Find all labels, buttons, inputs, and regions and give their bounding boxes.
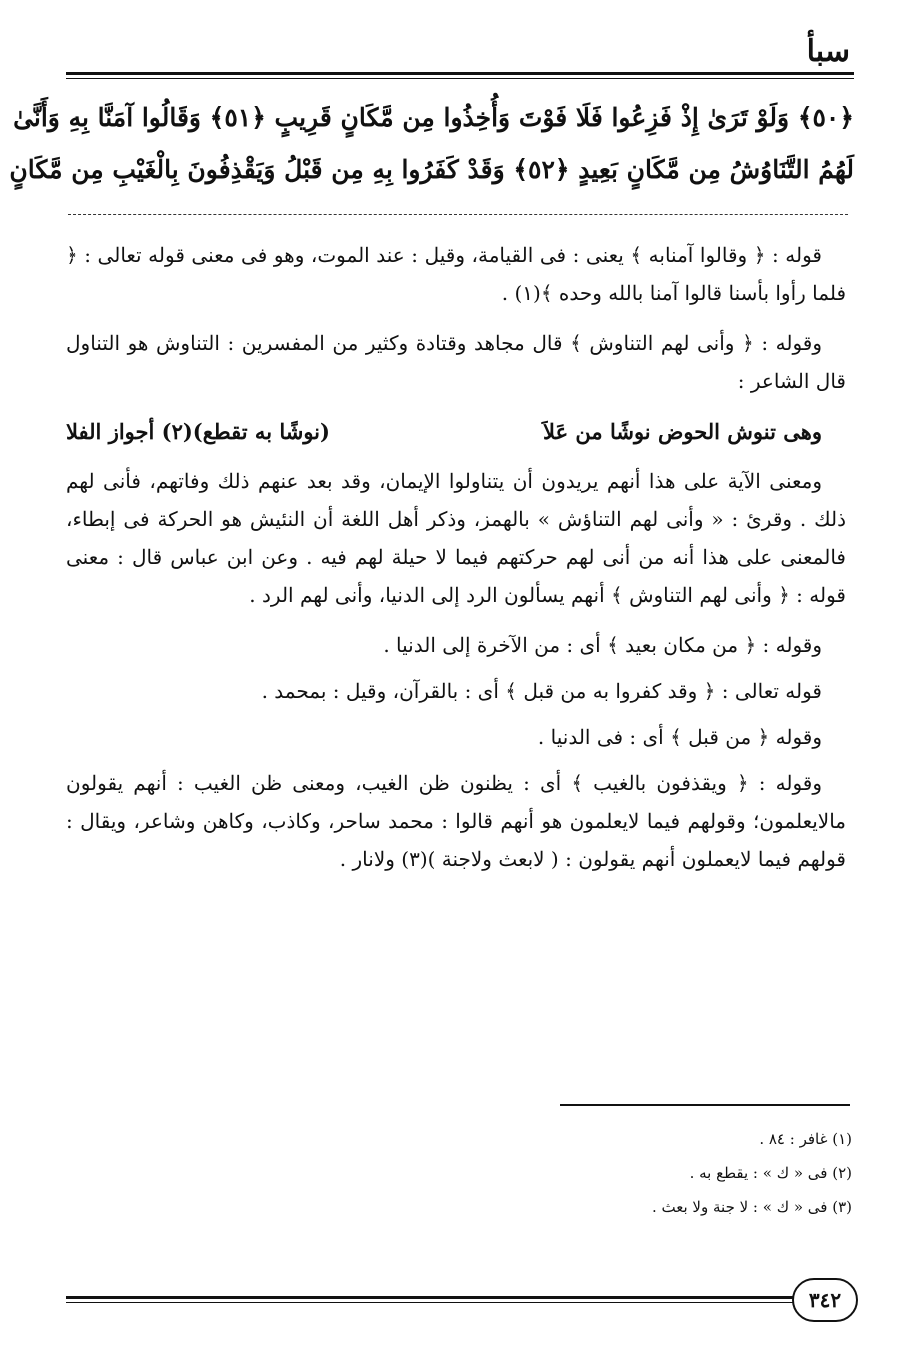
- footer-rule-thin: [66, 1302, 854, 1303]
- footnote-3: (٣) فى « ك » : لا جنة ولا بعث .: [651, 1198, 852, 1216]
- quran-verses: [9, 92, 854, 196]
- page-number-badge: ٣٤٢: [792, 1278, 858, 1322]
- commentary-paragraph-1: قوله : ﴿ وقالوا آمنابه ﴾ يعنى : فى القيامة، وقيل : عند الموت، وهو فى معنى قوله تعالى : ﴿ فلما رأوا بأسنا قالوا آمنا بالله وحده ﴾(١) .: [66, 243, 846, 305]
- header-rule-thick: [66, 72, 854, 75]
- poem-hemistich-left: (نوشًا به تقطع)(٢) أجواز الفلا: [66, 419, 330, 444]
- poem-verse: [66, 412, 822, 452]
- commentary-paragraph-6: وقوله ﴿ من قبل ﴾ أى : فى الدنيا .: [537, 725, 822, 749]
- commentary-paragraph-2: وقوله : ﴿ وأنى لهم التناوش ﴾ قال مجاهد وقتادة وكثير من المفسرين : التناوش هو التناول قال الشاعر :: [66, 331, 846, 393]
- surah-title: سبأ: [806, 34, 850, 69]
- commentary-body: [66, 236, 846, 890]
- footnotes: [420, 1122, 852, 1224]
- poem-hemistich-right: وهى تنوش الحوض نوشًا من عَلاَ: [543, 419, 822, 444]
- footnote-rule: [560, 1104, 850, 1106]
- footnote-2: (٢) فى « ك » : يقطع به .: [689, 1164, 852, 1182]
- verse-divider: [68, 214, 848, 215]
- verse-line-1: ﴿٥٠﴾ وَلَوْ تَرَىٰ إِذْ فَزِعُوا فَلَا فَوْتَ وَأُخِذُوا مِن مَّكَانٍ قَرِيبٍ ﴿٥١﴾ وَقَالُوا آمَنَّا بِهِ وَأَنَّىٰ: [13, 103, 854, 132]
- commentary-paragraph-5: قوله تعالى : ﴿ وقد كفروا به من قبل ﴾ أى : بالقرآن، وقيل : بمحمد .: [261, 679, 822, 703]
- footnote-1: (١) غافر : ٨٤ .: [759, 1130, 852, 1148]
- verse-line-2: لَهُمُ التَّنَاوُشُ مِن مَّكَانٍ بَعِيدٍ ﴿٥٢﴾ وَقَدْ كَفَرُوا بِهِ مِن قَبْلُ وَيَقْذِفُونَ بِالْغَيْبِ مِن مَّكَانٍ: [9, 155, 854, 184]
- commentary-paragraph-7: وقوله : ﴿ ويقذفون بالغيب ﴾ أى : يظنون ظن الغيب، ومعنى ظن الغيب : أنهم يقولون مالايعلمون؛ وقولهم فيما لايعلمون هو أنهم قالوا : محمد ساحر، وكاذب، وكاهن وشاعر، ويقال : قولهم فيما لايعملون أنهم يقولون : ( لابعث ولاجنة )(٣) ولانار .: [66, 771, 846, 871]
- commentary-paragraph-3: ومعنى الآية على هذا أنهم يريدون أن يتناولوا الإيمان، وقد بعد عنهم ذلك وفاتهم، فأنى لهم ذلك . وقرئ : « وأنى لهم التناؤش » بالهمز، وذكر أهل اللغة أن النئيش هو الحركة فى إبطاء، فالمعنى على هذا أنه من أنى لهم حركتهم فيما لا حيلة لهم فيه . وعن ابن عباس قال : معنى قوله : ﴿ وأنى لهم التناوش ﴾ أنهم يسألون الرد إلى الدنيا، وأنى لهم الرد .: [66, 469, 846, 607]
- footer-rule-thick: [66, 1296, 854, 1299]
- header-rule-thin: [66, 78, 854, 79]
- commentary-paragraph-4: وقوله : ﴿ من مكان بعيد ﴾ أى : من الآخرة إلى الدنيا .: [383, 633, 822, 657]
